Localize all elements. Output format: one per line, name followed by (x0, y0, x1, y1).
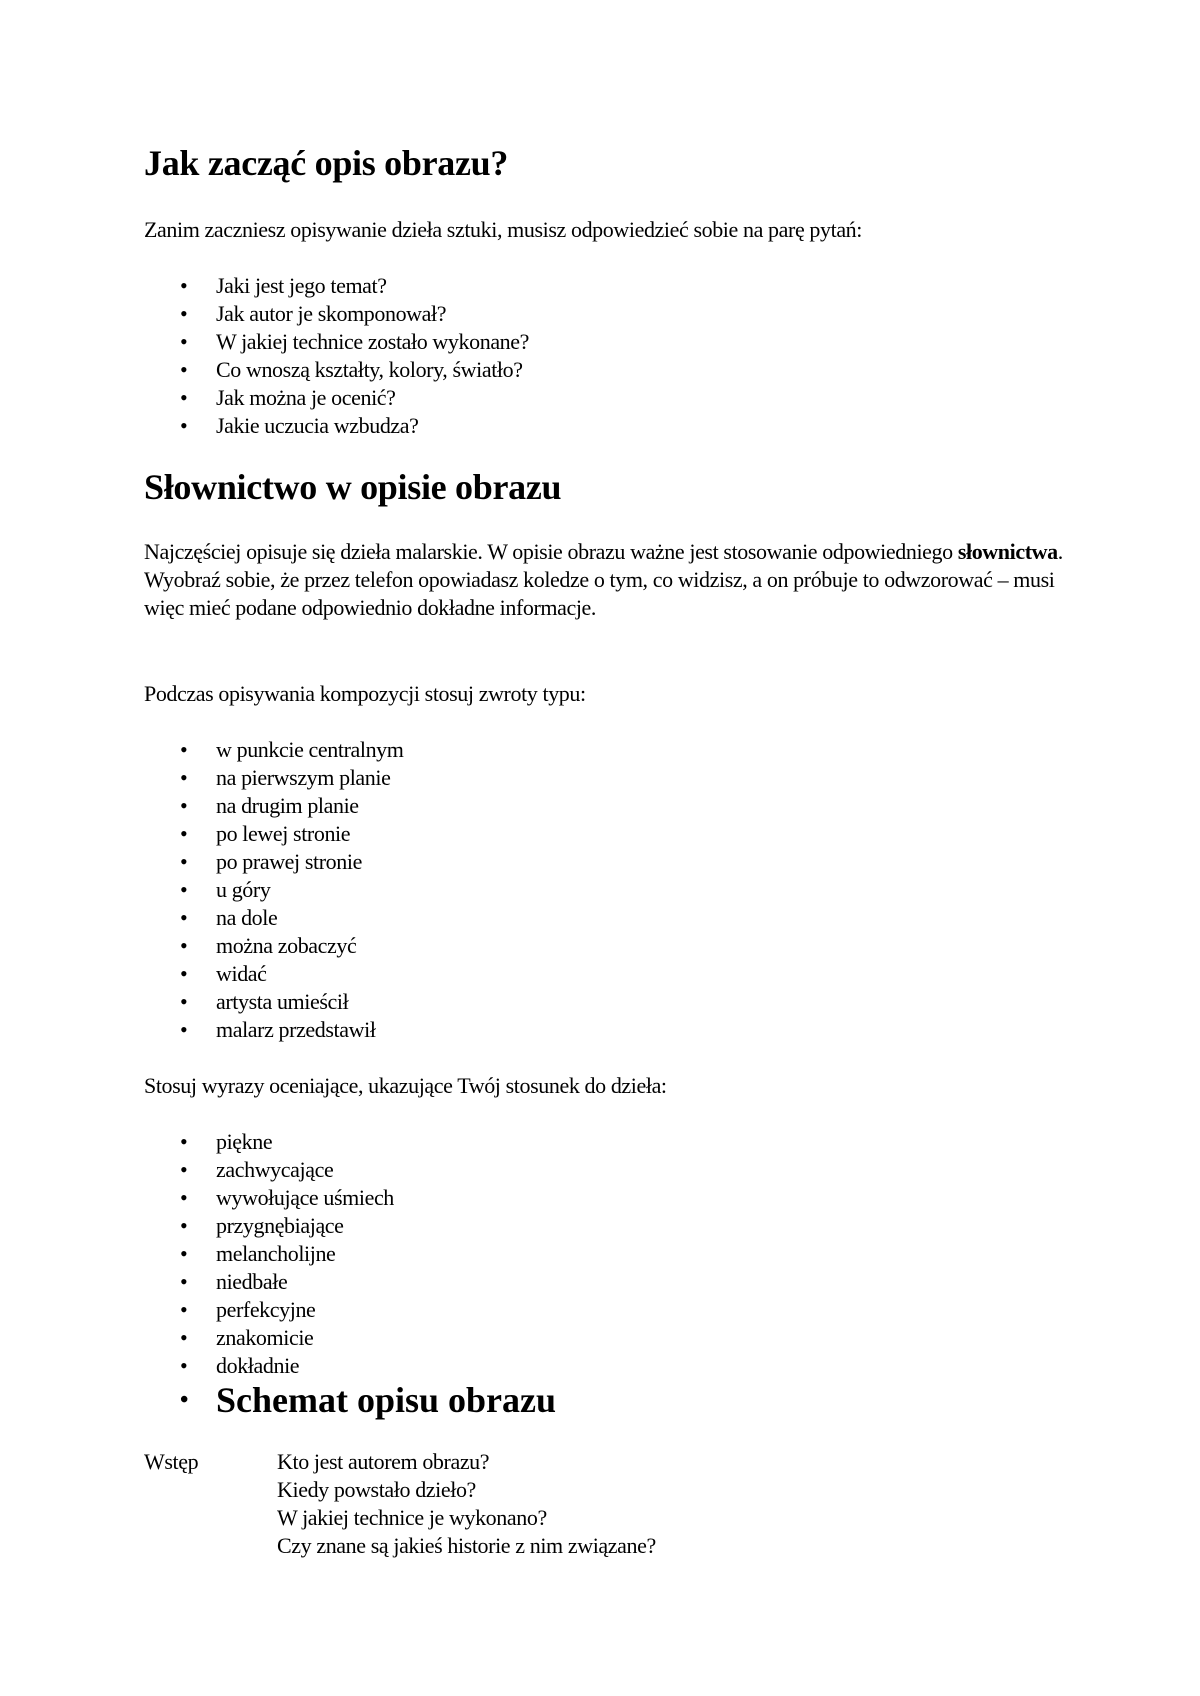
list-item: Kiedy powstało dzieło? (277, 1477, 476, 1502)
list-item: Czy znane są jakieś historie z nim związane? (277, 1533, 656, 1558)
vocabulary-paragraph-end: . Wyobraź sobie, że przez telefon opowiadasz koledze o tym, co widzisz, a on próbuje to odwzorować – musi więc mieć podane odpowiednio dokładne informacje. (144, 539, 1063, 620)
list-item: • wywołujące uśmiech (144, 1184, 394, 1212)
list-item: • piękne (144, 1128, 394, 1156)
list-item: • przygnębiające (144, 1212, 394, 1240)
vocabulary-paragraph (144, 538, 1074, 622)
vocabulary-keyword: słownictwa (957, 539, 1058, 564)
list-item: • malarz przedstawił (144, 1016, 404, 1044)
list-item: • artysta umieścił (144, 988, 404, 1016)
list-item: • można zobaczyć (144, 932, 404, 960)
list-item: • Jak autor je skomponował? (144, 300, 529, 328)
vocabulary-paragraph-start: Najczęściej opisuje się dzieła malarskie. W opisie obrazu ważne jest stosowanie odpowiedniego (144, 539, 958, 564)
heading-how-to-start: Jak zacząć opis obrazu? (144, 143, 509, 183)
scheme-intro-label: Wstęp (144, 1449, 199, 1474)
list-item: • W jakiej technice zostało wykonane? (144, 328, 529, 356)
list-item: • dokładnie (144, 1352, 394, 1380)
bullet-dot-icon: • (180, 1387, 189, 1413)
evaluation-words-list (144, 1128, 394, 1380)
list-item: • Jaki jest jego temat? (144, 272, 529, 300)
evaluation-intro: Stosuj wyrazy oceniające, ukazujące Twój stosunek do dzieła: (144, 1073, 667, 1098)
heading-vocabulary: Słownictwo w opisie obrazu (144, 467, 562, 507)
list-item: • Jak można je ocenić? (144, 384, 529, 412)
composition-phrases-list (144, 736, 404, 1044)
list-item: Kto jest autorem obrazu? (277, 1449, 490, 1474)
list-item: • widać (144, 960, 404, 988)
list-item: • na dole (144, 904, 404, 932)
list-item: • znakomicie (144, 1324, 394, 1352)
scheme-intro-questions (277, 1448, 656, 1560)
list-item: • na drugim planie (144, 792, 404, 820)
list-item: • melancholijne (144, 1240, 394, 1268)
list-item: W jakiej technice je wykonano? (277, 1505, 547, 1530)
heading-scheme: Schemat opisu obrazu (216, 1380, 557, 1420)
list-item: • niedbałe (144, 1268, 394, 1296)
list-item: • Co wnoszą kształty, kolory, światło? (144, 356, 529, 384)
questions-list (144, 272, 529, 440)
intro-paragraph: Zanim zaczniesz opisywanie dzieła sztuki, musisz odpowiedzieć sobie na parę pytań: (144, 217, 862, 242)
list-item: • na pierwszym planie (144, 764, 404, 792)
list-item: • zachwycające (144, 1156, 394, 1184)
list-item: • w punkcie centralnym (144, 736, 404, 764)
list-item: • po prawej stronie (144, 848, 404, 876)
composition-intro: Podczas opisywania kompozycji stosuj zwroty typu: (144, 681, 586, 706)
list-item: • po lewej stronie (144, 820, 404, 848)
heading-scheme-bullet (144, 1378, 556, 1422)
list-item: • u góry (144, 876, 404, 904)
list-item: • Jakie uczucia wzbudza? (144, 412, 529, 440)
list-item: • perfekcyjne (144, 1296, 394, 1324)
